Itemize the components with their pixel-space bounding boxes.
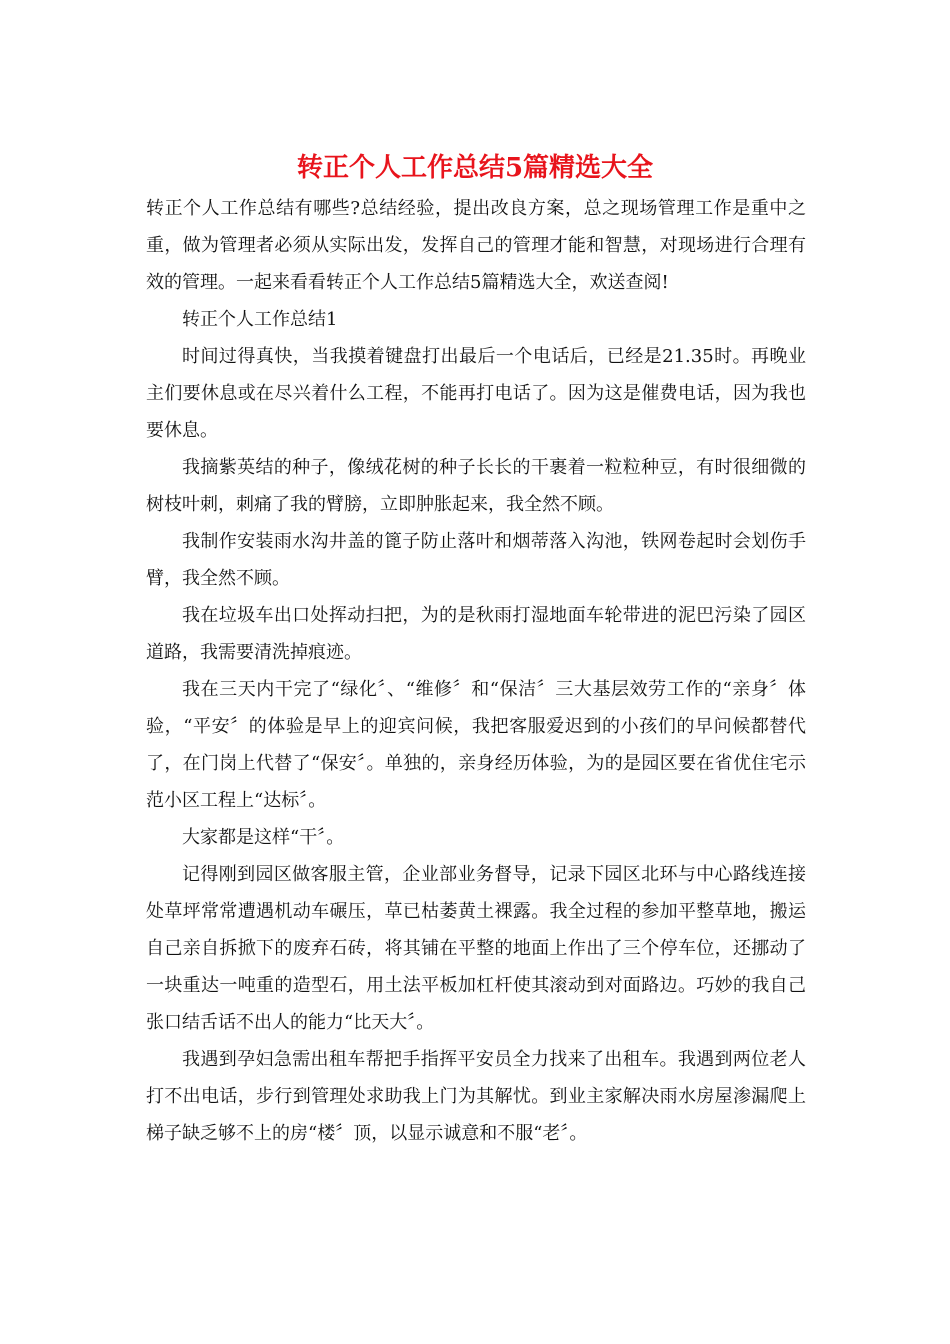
intro-paragraph: 转正个人工作总结有哪些?总结经验，提出改良方案，总之现场管理工作是重中之重，做为管理者必须从实际出发，发挥自己的管理才能和智慧，对现场进行合理有效的管理。一起来看看转正个人工作总结5篇精选大全，欢送查阅! [146,198,806,293]
body-paragraph: 我遇到孕妇急需出租车帮把手指挥平安员全力找来了出租车。我遇到两位老人打不出电话，步行到管理处求助我上门为其解忧。到业主家解决雨水房屋渗漏爬上梯子缺乏够不上的房“楼〞顶，以显示诚意和不服“老〞。 [146,1049,806,1144]
section-heading: 转正个人工作总结1 [182,309,338,330]
document-body [146,190,806,1152]
body-paragraph: 记得刚到园区做客服主管，企业部业务督导，记录下园区北环与中心路线连接处草坪常常遭遇机动车碾压，草已枯萎黄土裸露。我全过程的参加平整草地，搬运自己亲自拆掀下的废弃石砖，将其铺在平整的地面上作出了三个停车位，还挪动了一块重达一吨重的造型石，用土法平板加杠杆使其滚动到对面路边。巧妙的我自己张口结舌话不出人的能力“比天大〞。 [146,864,806,1033]
body-paragraph: 我在三天内干完了“绿化〞、“维修〞和“保洁〞三大基层效劳工作的“亲身〞体验，“平安〞的体验是早上的迎宾问候，我把客服爱迟到的小孩们的早问候都替代了，在门岗上代替了“保安〞。单独的，亲身经历体验，为的是园区要在省优住宅示范小区工程上“达标〞。 [146,679,806,811]
body-paragraph: 大家都是这样“干〞。 [182,827,345,848]
document-title: 转正个人工作总结5篇精选大全 [296,153,654,183]
body-paragraph: 时间过得真快，当我摸着键盘打出最后一个电话后，已经是21.35时。再晚业主们要休息或在尽兴着什么工程，不能再打电话了。因为这是催费电话，因为我也要休息。 [146,346,806,441]
body-paragraph: 我制作安装雨水沟井盖的篦子防止落叶和烟蒂落入沟池，铁网卷起时会划伤手臂，我全然不顾。 [146,531,806,589]
body-paragraph: 我摘紫英结的种子，像绒花树的种子长长的干裹着一粒粒种豆，有时很细微的树枝叶刺，刺痛了我的臂膀，立即肿胀起来，我全然不顾。 [146,457,806,515]
body-paragraph: 我在垃圾车出口处挥动扫把，为的是秋雨打湿地面车轮带进的泥巴污染了园区道路，我需要清洗掉痕迹。 [146,605,806,663]
